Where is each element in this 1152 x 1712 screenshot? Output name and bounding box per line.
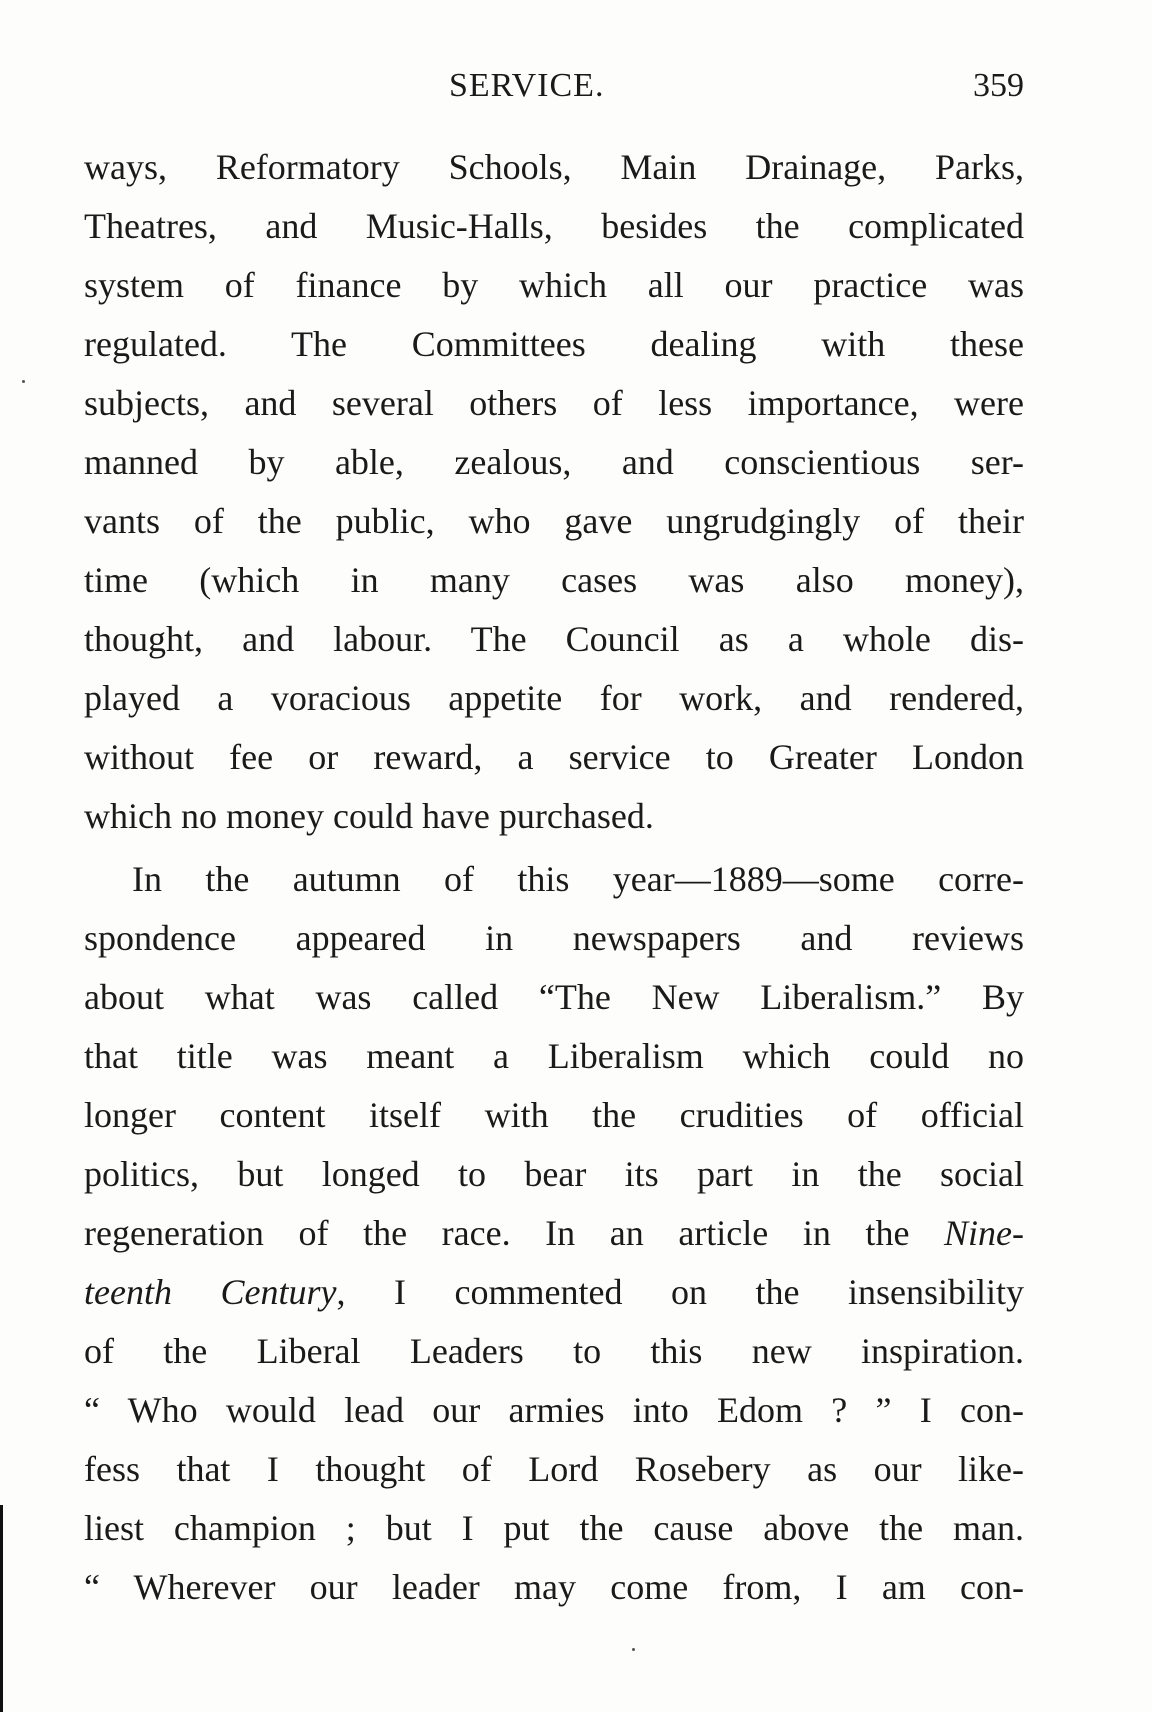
text-line: regeneration of the race. In an article in the Nine- (84, 1213, 1024, 1253)
text-line: that title was meant a Liberalism which could no (84, 1036, 1024, 1076)
text-line: which no money could have purchased. (84, 796, 654, 836)
text-line: fess that I thought of Lord Rosebery as our like- (84, 1449, 1024, 1489)
page-header (84, 62, 1024, 110)
page-number: 359 (973, 67, 1024, 104)
text-line: manned by able, zealous, and conscientious ser- (84, 442, 1024, 482)
text-line: teenth Century, I commented on the insensibility (84, 1272, 1024, 1312)
text-line: Theatres, and Music-Halls, besides the complicated (84, 206, 1024, 246)
text-line: time (which in many cases was also money), (84, 560, 1024, 600)
text-line: longer content itself with the crudities of official (84, 1095, 1024, 1135)
text-line: about what was called “The New Liberalism.” By (84, 977, 1024, 1017)
text-line: politics, but longed to bear its part in the social (84, 1154, 1024, 1194)
text-line: regulated. The Committees dealing with these (84, 324, 1024, 364)
scan-speck (22, 380, 25, 383)
text-line: In the autumn of this year—1889—some corre- (132, 859, 1024, 899)
text-line: spondence appeared in newspapers and reviews (84, 918, 1024, 958)
body-text (84, 138, 1024, 1617)
text-line: subjects, and several others of less importance, were (84, 383, 1024, 423)
text-line: “ Who would lead our armies into Edom ? ” I con- (84, 1390, 1024, 1430)
text-line: vants of the public, who gave ungrudgingly of their (84, 501, 1024, 541)
text-line: “ Wherever our leader may come from, I am con- (84, 1567, 1024, 1607)
text-line: ways, Reformatory Schools, Main Drainage, Parks, (84, 147, 1024, 187)
running-head: SERVICE. (449, 67, 605, 104)
text-line: of the Liberal Leaders to this new inspiration. (84, 1331, 1024, 1371)
text-line: thought, and labour. The Council as a whole dis- (84, 619, 1024, 659)
scan-edge-rule (0, 1505, 3, 1712)
text-line: played a voracious appetite for work, and rendered, (84, 678, 1024, 718)
scan-speck (632, 1648, 635, 1651)
text-line: system of finance by which all our practice was (84, 265, 1024, 305)
paragraph (84, 138, 1024, 846)
paragraph (84, 850, 1024, 1617)
text-line: without fee or reward, a service to Greater London (84, 737, 1024, 777)
text-line: liest champion ; but I put the cause above the man. (84, 1508, 1024, 1548)
